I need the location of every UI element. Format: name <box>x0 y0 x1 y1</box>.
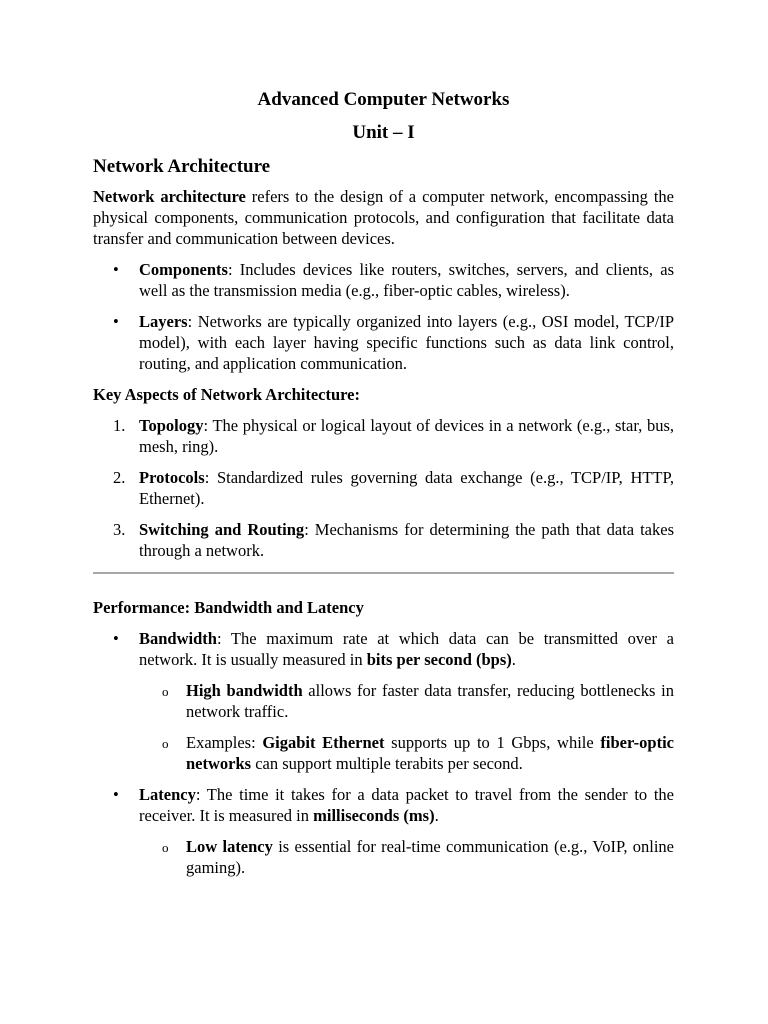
latency-sub-list <box>93 836 674 878</box>
item-term: Components <box>139 260 228 279</box>
item-term: Switching and Routing <box>139 520 305 539</box>
sub-list-item <box>93 836 674 878</box>
sub-bullet-marker: o <box>162 684 169 699</box>
bullet-marker: • <box>113 312 119 331</box>
number-marker: 3. <box>113 520 126 539</box>
item-text: : The maximum rate at which data can be transmitted over a network. It is usually measured in <box>139 629 674 669</box>
sub-item-mid: supports up to 1 Gbps, while <box>384 733 601 752</box>
sub-bullet-marker: o <box>162 736 169 751</box>
list-item-bandwidth <box>93 628 674 774</box>
architecture-bullet-list <box>93 259 674 374</box>
list-item <box>93 311 674 374</box>
list-item <box>93 467 674 509</box>
network-architecture-intro <box>93 186 674 249</box>
sub-item-text: allows for faster data transfer, reducing bottlenecks in network traffic. <box>186 681 674 721</box>
item-text: : Standardized rules governing data exchange (e.g., TCP/IP, HTTP, Ethernet). <box>139 468 674 508</box>
document-page <box>93 88 674 878</box>
number-marker: 2. <box>113 468 126 487</box>
section-heading-key-aspects: Key Aspects of Network Architecture: <box>93 385 360 404</box>
sub-item-text: is essential for real-time communication (e.g., VoIP, online gaming). <box>186 837 674 877</box>
number-marker: 1. <box>113 416 126 435</box>
key-aspects-list <box>93 415 674 561</box>
item-text: : Networks are typically organized into layers (e.g., OSI model, TCP/IP model), with each layer having specific functions such as data link control, routing, and application communication. <box>139 312 674 373</box>
horizontal-divider <box>93 572 674 574</box>
bullet-marker: • <box>113 260 119 279</box>
sub-item-text: can support multiple terabits per second. <box>251 754 523 773</box>
item-term: Latency <box>139 785 196 804</box>
list-item-latency <box>93 784 674 878</box>
bullet-marker: • <box>113 785 119 804</box>
intro-text: refers to the design of a computer network, encompassing the physical components, communication protocols, and configuration that facilitate data transfer and communication between devices. <box>93 187 674 248</box>
item-term: Topology <box>139 416 204 435</box>
item-text: : Mechanisms for determining the path that data takes through a network. <box>139 520 674 560</box>
item-text: : Includes devices like routers, switches, servers, and clients, as well as the transmission media (e.g., fiber-optic cables, wireless). <box>139 260 674 300</box>
unit-heading: Unit – I <box>352 122 415 143</box>
section-heading-performance: Performance: Bandwidth and Latency <box>93 598 364 617</box>
unit-bold: milliseconds (ms) <box>313 806 435 825</box>
sub-list-item <box>93 680 674 722</box>
sub-bullet-marker: o <box>162 840 169 855</box>
item-text-end: . <box>434 806 439 825</box>
bandwidth-sub-list <box>93 680 674 774</box>
sub-list-item <box>93 732 674 774</box>
item-text: : The time it takes for a data packet to travel from the sender to the receiver. It is measured in <box>139 785 674 825</box>
sub-item-lead: Examples: <box>186 733 263 752</box>
bullet-marker: • <box>113 629 119 648</box>
list-item <box>93 519 674 561</box>
list-item <box>93 415 674 457</box>
unit-bold: bits per second (bps) <box>366 650 512 669</box>
performance-bullet-list <box>93 628 674 878</box>
item-term: Protocols <box>139 468 205 487</box>
item-text-end: . <box>511 650 516 669</box>
section-heading-network-architecture: Network Architecture <box>93 156 271 177</box>
intro-term: Network architecture <box>93 187 246 206</box>
document-title: Advanced Computer Networks <box>257 89 510 110</box>
list-item <box>93 259 674 301</box>
item-term: Bandwidth <box>139 629 217 648</box>
sub-item-bold-1: Gigabit Ethernet <box>262 733 385 752</box>
sub-item-term: Low latency <box>186 837 273 856</box>
item-text: : The physical or logical layout of devices in a network (e.g., star, bus, mesh, ring). <box>139 416 674 456</box>
sub-item-bold-2: fiber-optic networks <box>186 733 674 773</box>
item-term: Layers <box>139 312 188 331</box>
sub-item-term: High bandwidth <box>186 681 303 700</box>
